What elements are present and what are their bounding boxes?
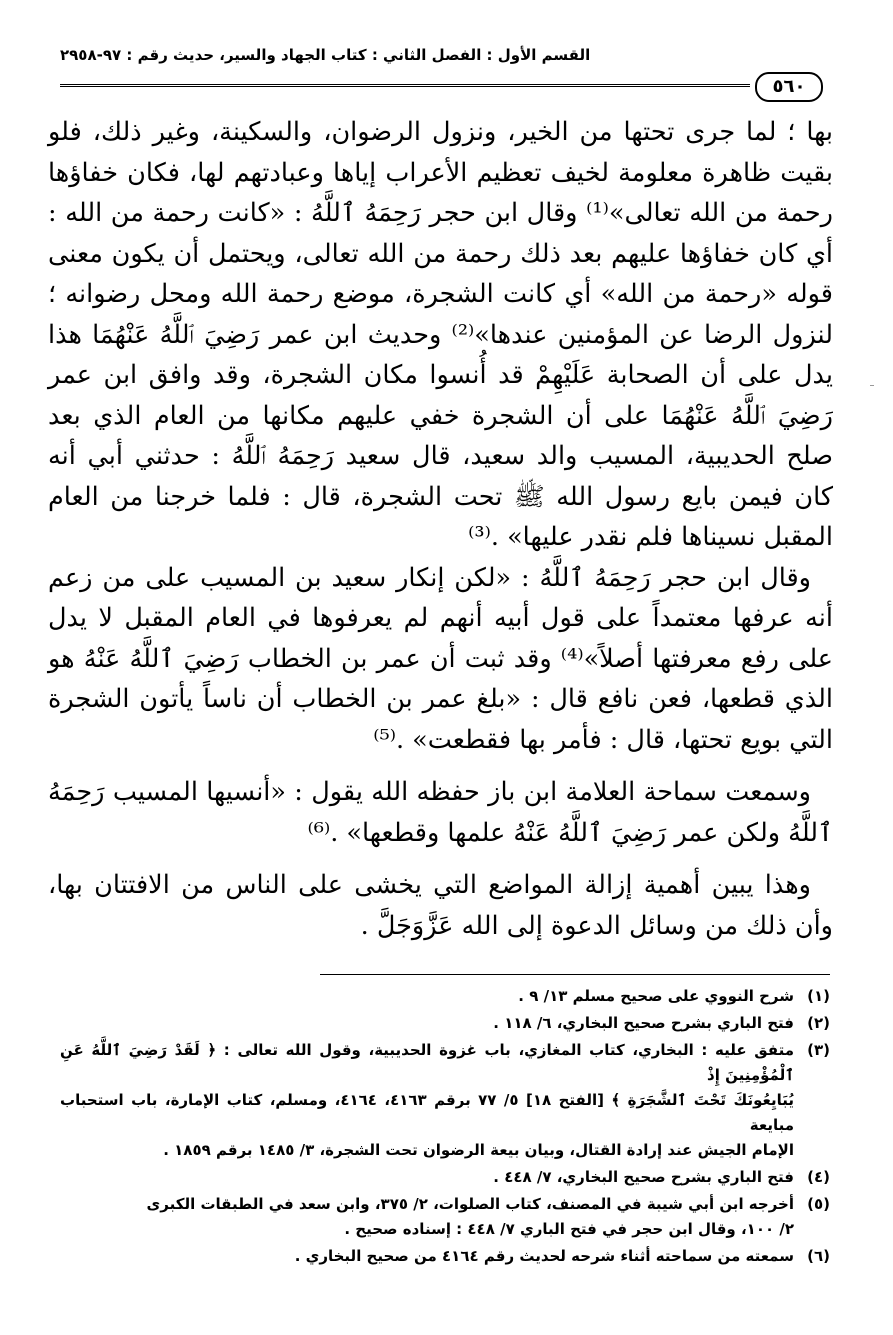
body-paragraph: بها ؛ لما جرى تحتها من الخير، ونزول الرضوان، والسكينة، وغير ذلك، فلو بقيت ظاهرة معلومة لخيف تعظيم الأعراب إياها وعبادتهم لها، فكان خفاؤها رحمة من الله تعالى»⁽¹⁾ وقال ابن حجر رَحِمَهُ ٱللَّهُ : «كانت رحمة من الله : أي كان خفاؤها عليهم بعد ذلك رحمة من الله تعالى، ويحتمل أن يكون معنى قوله «رحمة من الله» أي كانت الشجرة، موضع رحمة الله ومحل رضوانه ؛ لنزول الرضا عن المؤمنين عندها»⁽²⁾ وحديث ابن عمر رَضِيَ ٱللَّهُ عَنْهُمَا هذا يدل على أن الصحابة عَلَيْهِمْ قد أُنسوا مكان الشجرة، وقد وافق ابن عمر رَضِيَ ٱللَّهُ عَنْهُمَا على أن الشجرة خفي عليهم مكانها من العام الذي بعد صلح الحديبية، المسيب والد سعيد، قال سعيد رَحِمَهُ ٱللَّهُ : حدثني أبي أنه كان فيمن بايع رسول الله ﷺ تحت الشجرة، قال : فلما خرجنا من العام المقبل نسيناها فلم نقدر عليها» .⁽³⁾	[48, 117, 833, 552]
header-rule	[60, 84, 750, 90]
footnote-number: (١)	[807, 987, 830, 1005]
footnote-text: الإمام الجيش عند إرادة القتال، وبيان بيعة الرضوان تحت الشجرة، ٣/ ١٤٨٥ برقم ١٨٥٩ .	[163, 1141, 794, 1159]
body-paragraph: وهذا يبين أهمية إزالة المواضع التي يخشى على الناس من الافتتان بها، وأن ذلك من وسائل الدعوة إلى الله عَزَّوَجَلَّ .	[48, 870, 833, 941]
footnote-text: أخرجه ابن أبي شيبة في المصنف، كتاب الصلوات، ٢/ ٣٧٥، وابن سعد في الطبقات الكبرى	[146, 1195, 794, 1213]
footnote-number: (٢)	[807, 1014, 830, 1032]
footnote-number: (٤)	[807, 1168, 830, 1186]
body-paragraph: وسمعت سماحة العلامة ابن باز حفظه الله يقول : «أنسيها المسيب رَحِمَهُ ٱللَّهُ ولكن عمر رَضِيَ ٱللَّهُ عَنْهُ علمها وقطعها» .⁽⁶⁾	[48, 777, 833, 848]
footnote	[60, 984, 830, 1009]
footnote-separator	[320, 974, 830, 975]
footnote-number: (٣)	[807, 1041, 830, 1059]
page-header	[60, 44, 830, 72]
footnote-number: (٥)	[807, 1195, 830, 1213]
main-text	[48, 112, 833, 946]
footnote-text: شرح النووي على صحيح مسلم ١٣/ ٩ .	[518, 987, 794, 1005]
footnote	[60, 1244, 830, 1269]
footnote	[60, 1165, 830, 1190]
footnote-text: يُبَايِعُونَكَ تَحْتَ ٱلشَّجَرَةِ ﴾ [الفتح ١٨] ٥/ ٧٧ برقم ٤١٦٣، ٤١٦٤، ومسلم، كتاب الإمارة، باب استحباب مبايعة	[60, 1091, 794, 1134]
running-head: القسم الأول : الفصل الثاني : كتاب الجهاد والسير، حديث رقم : ٩٧-٢٩٥٨	[60, 46, 591, 64]
margin-mark	[870, 385, 874, 386]
footnote-text: ٢/ ١٠٠، وقال ابن حجر في فتح الباري ٧/ ٤٤٨ : إسناده صحيح .	[344, 1220, 794, 1238]
body-paragraph: وقال ابن حجر رَحِمَهُ ٱللَّهُ : «لكن إنكار سعيد بن المسيب على من زعم أنه عرفها معتمداً على قول أبيه أنهم لم يعرفوها في العام المقبل لا يدل على رفع معرفتها أصلاً»⁽⁴⁾ وقد ثبت أن عمر بن الخطاب رَضِيَ ٱللَّهُ عَنْهُ هو الذي قطعها، فعن نافع قال : «بلغ عمر بن الخطاب أن ناساً يأتون الشجرة التي بويع تحتها، قال : فأمر بها فقطعت» .⁽⁵⁾	[48, 562, 833, 755]
footnote-text: متفق عليه : البخاري، كتاب المغازي، باب غزوة الحديبية، وقول الله تعالى : ﴿ لَقَدْ رَضِيَ ٱللَّهُ عَنِ ٱلْمُؤْمِنِينَ إِذْ	[60, 1041, 794, 1084]
page-number: ٥٦٠	[755, 72, 823, 102]
footnote	[60, 1038, 830, 1163]
footnote	[60, 1192, 830, 1242]
footnote-number: (٦)	[807, 1247, 830, 1265]
footnote-text: فتح الباري بشرح صحيح البخاري، ٧/ ٤٤٨ .	[493, 1168, 794, 1186]
footnote-text: فتح الباري بشرح صحيح البخاري، ٦/ ١١٨ .	[493, 1014, 794, 1032]
footnote-text: سمعته من سماحته أثناء شرحه لحديث رقم ٤١٦٤ من صحيح البخاري .	[294, 1247, 794, 1265]
footnotes	[60, 984, 830, 1271]
footnote	[60, 1011, 830, 1036]
